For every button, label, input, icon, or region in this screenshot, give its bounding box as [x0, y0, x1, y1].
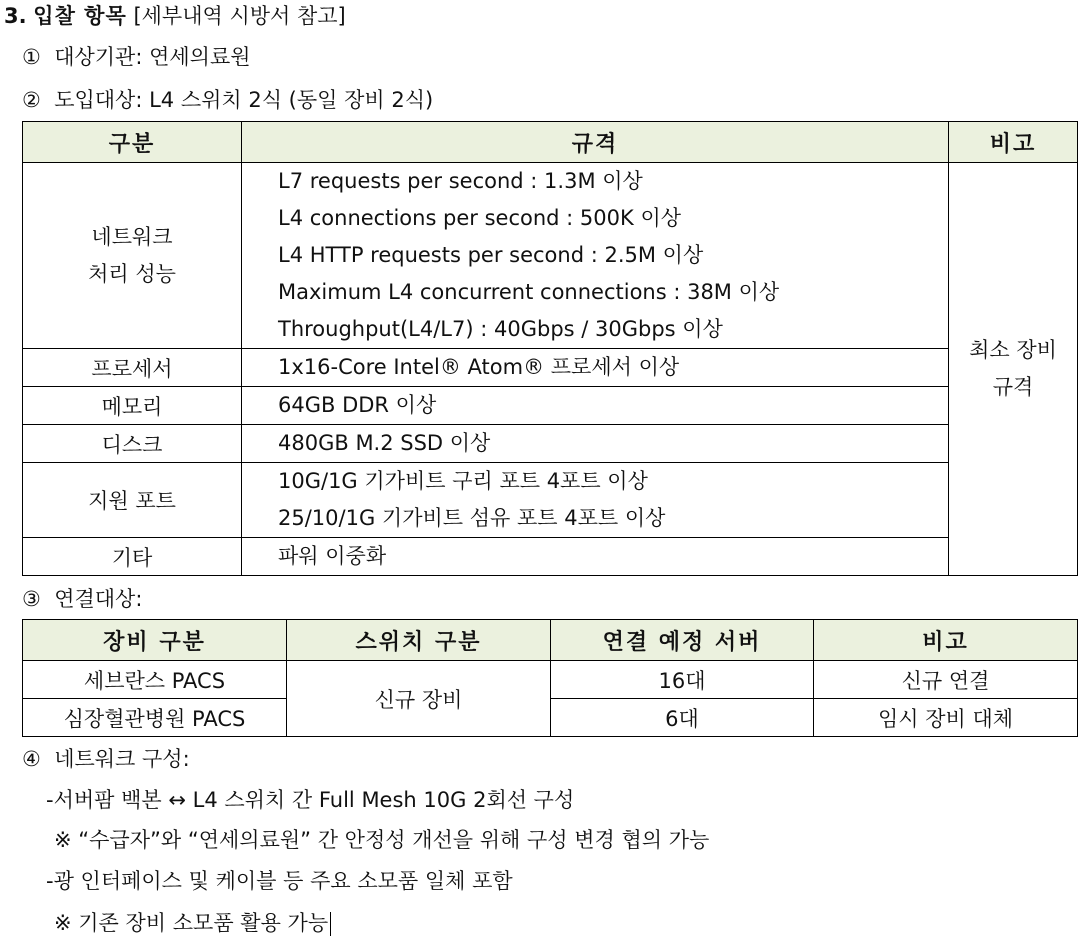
category-label: 네트워크 [91, 224, 173, 249]
item-marker: ② [22, 88, 41, 112]
connection-table-header [23, 620, 1078, 661]
spec-cell [242, 463, 949, 538]
spec-line: 64GB DDR 이상 [278, 393, 437, 417]
spec-table-header [23, 122, 1078, 163]
item-text: 도입대상: L4 스위치 2식 (동일 장비 2식) [54, 88, 434, 112]
category-cell: 지원 포트 [23, 463, 242, 538]
note-line: -서버팜 백본 ↔ L4 스위치 간 Full Mesh 10G 2회선 구성 [46, 788, 575, 812]
header-remark: 비고 [949, 122, 1078, 163]
connection-table [22, 619, 1078, 737]
spec-cell [242, 387, 949, 425]
item-marker: ① [22, 45, 41, 69]
spec-line: L4 HTTP requests per second : 2.5M 이상 [278, 243, 704, 267]
spec-line: Maximum L4 concurrent connections : 38M 이상 [278, 280, 780, 304]
spec-cell [242, 163, 949, 349]
equipment-cell: 세브란스 PACS [23, 661, 287, 699]
category-cell: 디스크 [23, 425, 242, 463]
table-row [23, 661, 1078, 699]
table-row [23, 699, 1078, 737]
note-line: -광 인터페이스 및 케이블 등 주요 소모품 일체 포함 [46, 869, 513, 893]
remark-cell: 신규 연결 [814, 661, 1078, 699]
spec-line: 10G/1G 기가비트 구리 포트 4포트 이상 [278, 469, 648, 493]
table-row [23, 463, 1078, 538]
category-cell [23, 163, 242, 349]
switch-type-cell: 신규 장비 [287, 661, 551, 737]
spec-line: 파워 이중화 [278, 544, 387, 568]
item-text: 대상기관: 연세의료원 [54, 45, 251, 69]
header-servers: 연결 예정 서버 [551, 620, 814, 661]
table-row [23, 349, 1078, 387]
servers-cell: 6대 [551, 699, 814, 737]
spec-line: Throughput(L4/L7) : 40Gbps / 30Gbps 이상 [278, 317, 723, 341]
section-title: 입찰 항목 [33, 4, 127, 28]
spec-line: 1x16-Core Intel® Atom® 프로세서 이상 [278, 355, 680, 379]
spec-cell [242, 349, 949, 387]
note-last [54, 908, 331, 938]
spec-cell [242, 425, 949, 463]
header-remark: 비고 [814, 620, 1078, 661]
item-text: 연결대상: [54, 587, 143, 611]
item-network-config [22, 744, 190, 774]
header-equipment: 장비 구분 [23, 620, 287, 661]
equipment-cell: 심장혈관병원 PACS [23, 699, 287, 737]
spec-line: 480GB M.2 SSD 이상 [278, 431, 491, 455]
remark-label: 최소 장비 [969, 338, 1057, 362]
header-spec: 규격 [242, 122, 949, 163]
header-switch: 스위치 구분 [287, 620, 551, 661]
item-purchase-target [22, 85, 433, 115]
spec-line: L4 connections per second : 500K 이상 [278, 206, 682, 230]
spec-line: 25/10/1G 기가비트 섬유 포트 4포트 이상 [278, 506, 666, 530]
spec-line: L7 requests per second : 1.3M 이상 [278, 169, 643, 193]
section-note: [세부내역 시방서 참고] [133, 4, 346, 28]
note-line: ※ 기존 장비 소모품 활용 가능 [54, 911, 329, 935]
section-number: 3. [4, 4, 27, 28]
spec-table [22, 121, 1078, 576]
item-marker: ③ [22, 587, 41, 611]
table-row [23, 538, 1078, 576]
category-cell: 프로세서 [23, 349, 242, 387]
remark-label: 규격 [992, 375, 1034, 399]
table-row [23, 387, 1078, 425]
servers-cell: 16대 [551, 661, 814, 699]
section-heading [4, 1, 346, 31]
category-cell: 메모리 [23, 387, 242, 425]
item-marker: ④ [22, 747, 41, 771]
spec-cell [242, 538, 949, 576]
table-row [23, 163, 1078, 349]
item-text: 네트워크 구성: [54, 747, 190, 771]
table-row [23, 425, 1078, 463]
note-line: ※ “수급자”와 “연세의료원” 간 안정성 개선을 위해 구성 변경 협의 가능 [54, 828, 710, 852]
remark-cell [949, 163, 1078, 576]
item-connection-target [22, 584, 142, 614]
text-cursor [330, 912, 331, 936]
item-target-org [22, 42, 251, 72]
category-cell: 기타 [23, 538, 242, 576]
category-label: 처리 성능 [88, 261, 176, 286]
header-category: 구분 [23, 122, 242, 163]
remark-cell: 임시 장비 대체 [814, 699, 1078, 737]
